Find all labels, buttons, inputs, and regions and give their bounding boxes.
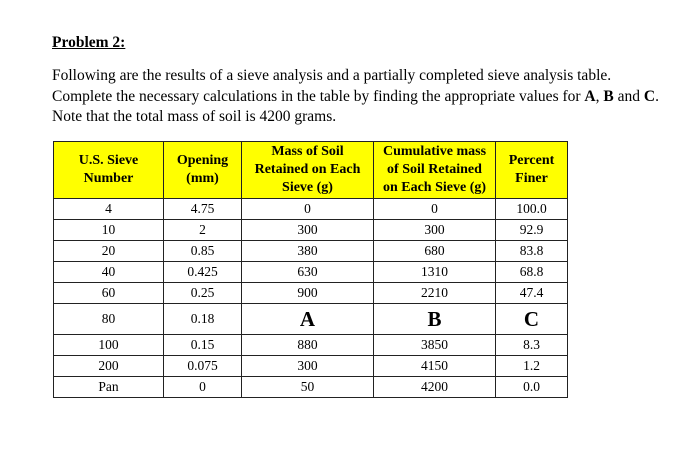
cell-mass: 300 (242, 220, 374, 241)
cell-opening: 0.85 (164, 241, 242, 262)
cell-mass: 0 (242, 199, 374, 220)
cell-percent: 68.8 (496, 262, 568, 283)
problem-statement (52, 66, 662, 128)
cell-sieve: 60 (54, 283, 164, 304)
cell-cumulative: 0 (374, 199, 496, 220)
cell-percent: 83.8 (496, 241, 568, 262)
cell-opening: 0.15 (164, 335, 242, 356)
cell-mass: 630 (242, 262, 374, 283)
header-mass-retained: Mass of Soil Retained on Each Sieve (g) (242, 142, 374, 199)
cell-percent: 100.0 (496, 199, 568, 220)
cell-sieve: 10 (54, 220, 164, 241)
problem-title: Problem 2: (52, 34, 126, 51)
label-a: A (584, 87, 596, 105)
header-sieve-number: U.S. Sieve Number (54, 142, 164, 199)
table-header-row (54, 142, 568, 199)
cell-sieve: 200 (54, 356, 164, 377)
cell-opening: 0 (164, 377, 242, 398)
cell-mass: 900 (242, 283, 374, 304)
cell-sieve: 20 (54, 241, 164, 262)
table-row (54, 356, 568, 377)
cell-cumulative: 4150 (374, 356, 496, 377)
cell-sieve: Pan (54, 377, 164, 398)
cell-mass: 380 (242, 241, 374, 262)
cell-percent: 0.0 (496, 377, 568, 398)
cell-cumulative: 3850 (374, 335, 496, 356)
table-row (54, 283, 568, 304)
cell-sieve: 80 (54, 304, 164, 335)
cell-unknown-a: A (242, 304, 374, 335)
statement-and: and (613, 87, 644, 105)
table-row (54, 241, 568, 262)
cell-opening: 2 (164, 220, 242, 241)
header-opening: Opening (mm) (164, 142, 242, 199)
cell-opening: 0.25 (164, 283, 242, 304)
header-percent-finer: Percent Finer (496, 142, 568, 199)
cell-cumulative: 680 (374, 241, 496, 262)
cell-cumulative: 1310 (374, 262, 496, 283)
cell-sieve: 4 (54, 199, 164, 220)
label-c: C (643, 87, 656, 105)
statement-comma: , (595, 87, 604, 105)
cell-cumulative: 300 (374, 220, 496, 241)
statement-text-2: . Note that the total mass of soil is 4200 grams. (52, 87, 659, 125)
cell-percent: 92.9 (496, 220, 568, 241)
table-row (54, 220, 568, 241)
cell-opening: 0.425 (164, 262, 242, 283)
table-row (54, 262, 568, 283)
cell-percent: 47.4 (496, 283, 568, 304)
cell-sieve: 100 (54, 335, 164, 356)
header-cumulative-mass: Cumulative mass of Soil Retained on Each Sieve (g) (374, 142, 496, 199)
cell-opening: 0.075 (164, 356, 242, 377)
cell-opening: 4.75 (164, 199, 242, 220)
label-b: B (603, 87, 614, 105)
cell-percent: 8.3 (496, 335, 568, 356)
cell-sieve: 40 (54, 262, 164, 283)
statement-text-1: Following are the results of a sieve analysis and a partially completed sieve analysis table. Complete the necessary calculations in the table by finding the appropriate values for (52, 67, 612, 105)
table-row (54, 199, 568, 220)
table-row (54, 335, 568, 356)
sieve-analysis-table (53, 141, 568, 398)
cell-cumulative: 2210 (374, 283, 496, 304)
table-row-unknowns (54, 304, 568, 335)
cell-percent: 1.2 (496, 356, 568, 377)
cell-mass: 880 (242, 335, 374, 356)
cell-cumulative: 4200 (374, 377, 496, 398)
cell-mass: 50 (242, 377, 374, 398)
cell-mass: 300 (242, 356, 374, 377)
cell-unknown-c: C (496, 304, 568, 335)
table-row (54, 377, 568, 398)
cell-opening: 0.18 (164, 304, 242, 335)
cell-unknown-b: B (374, 304, 496, 335)
